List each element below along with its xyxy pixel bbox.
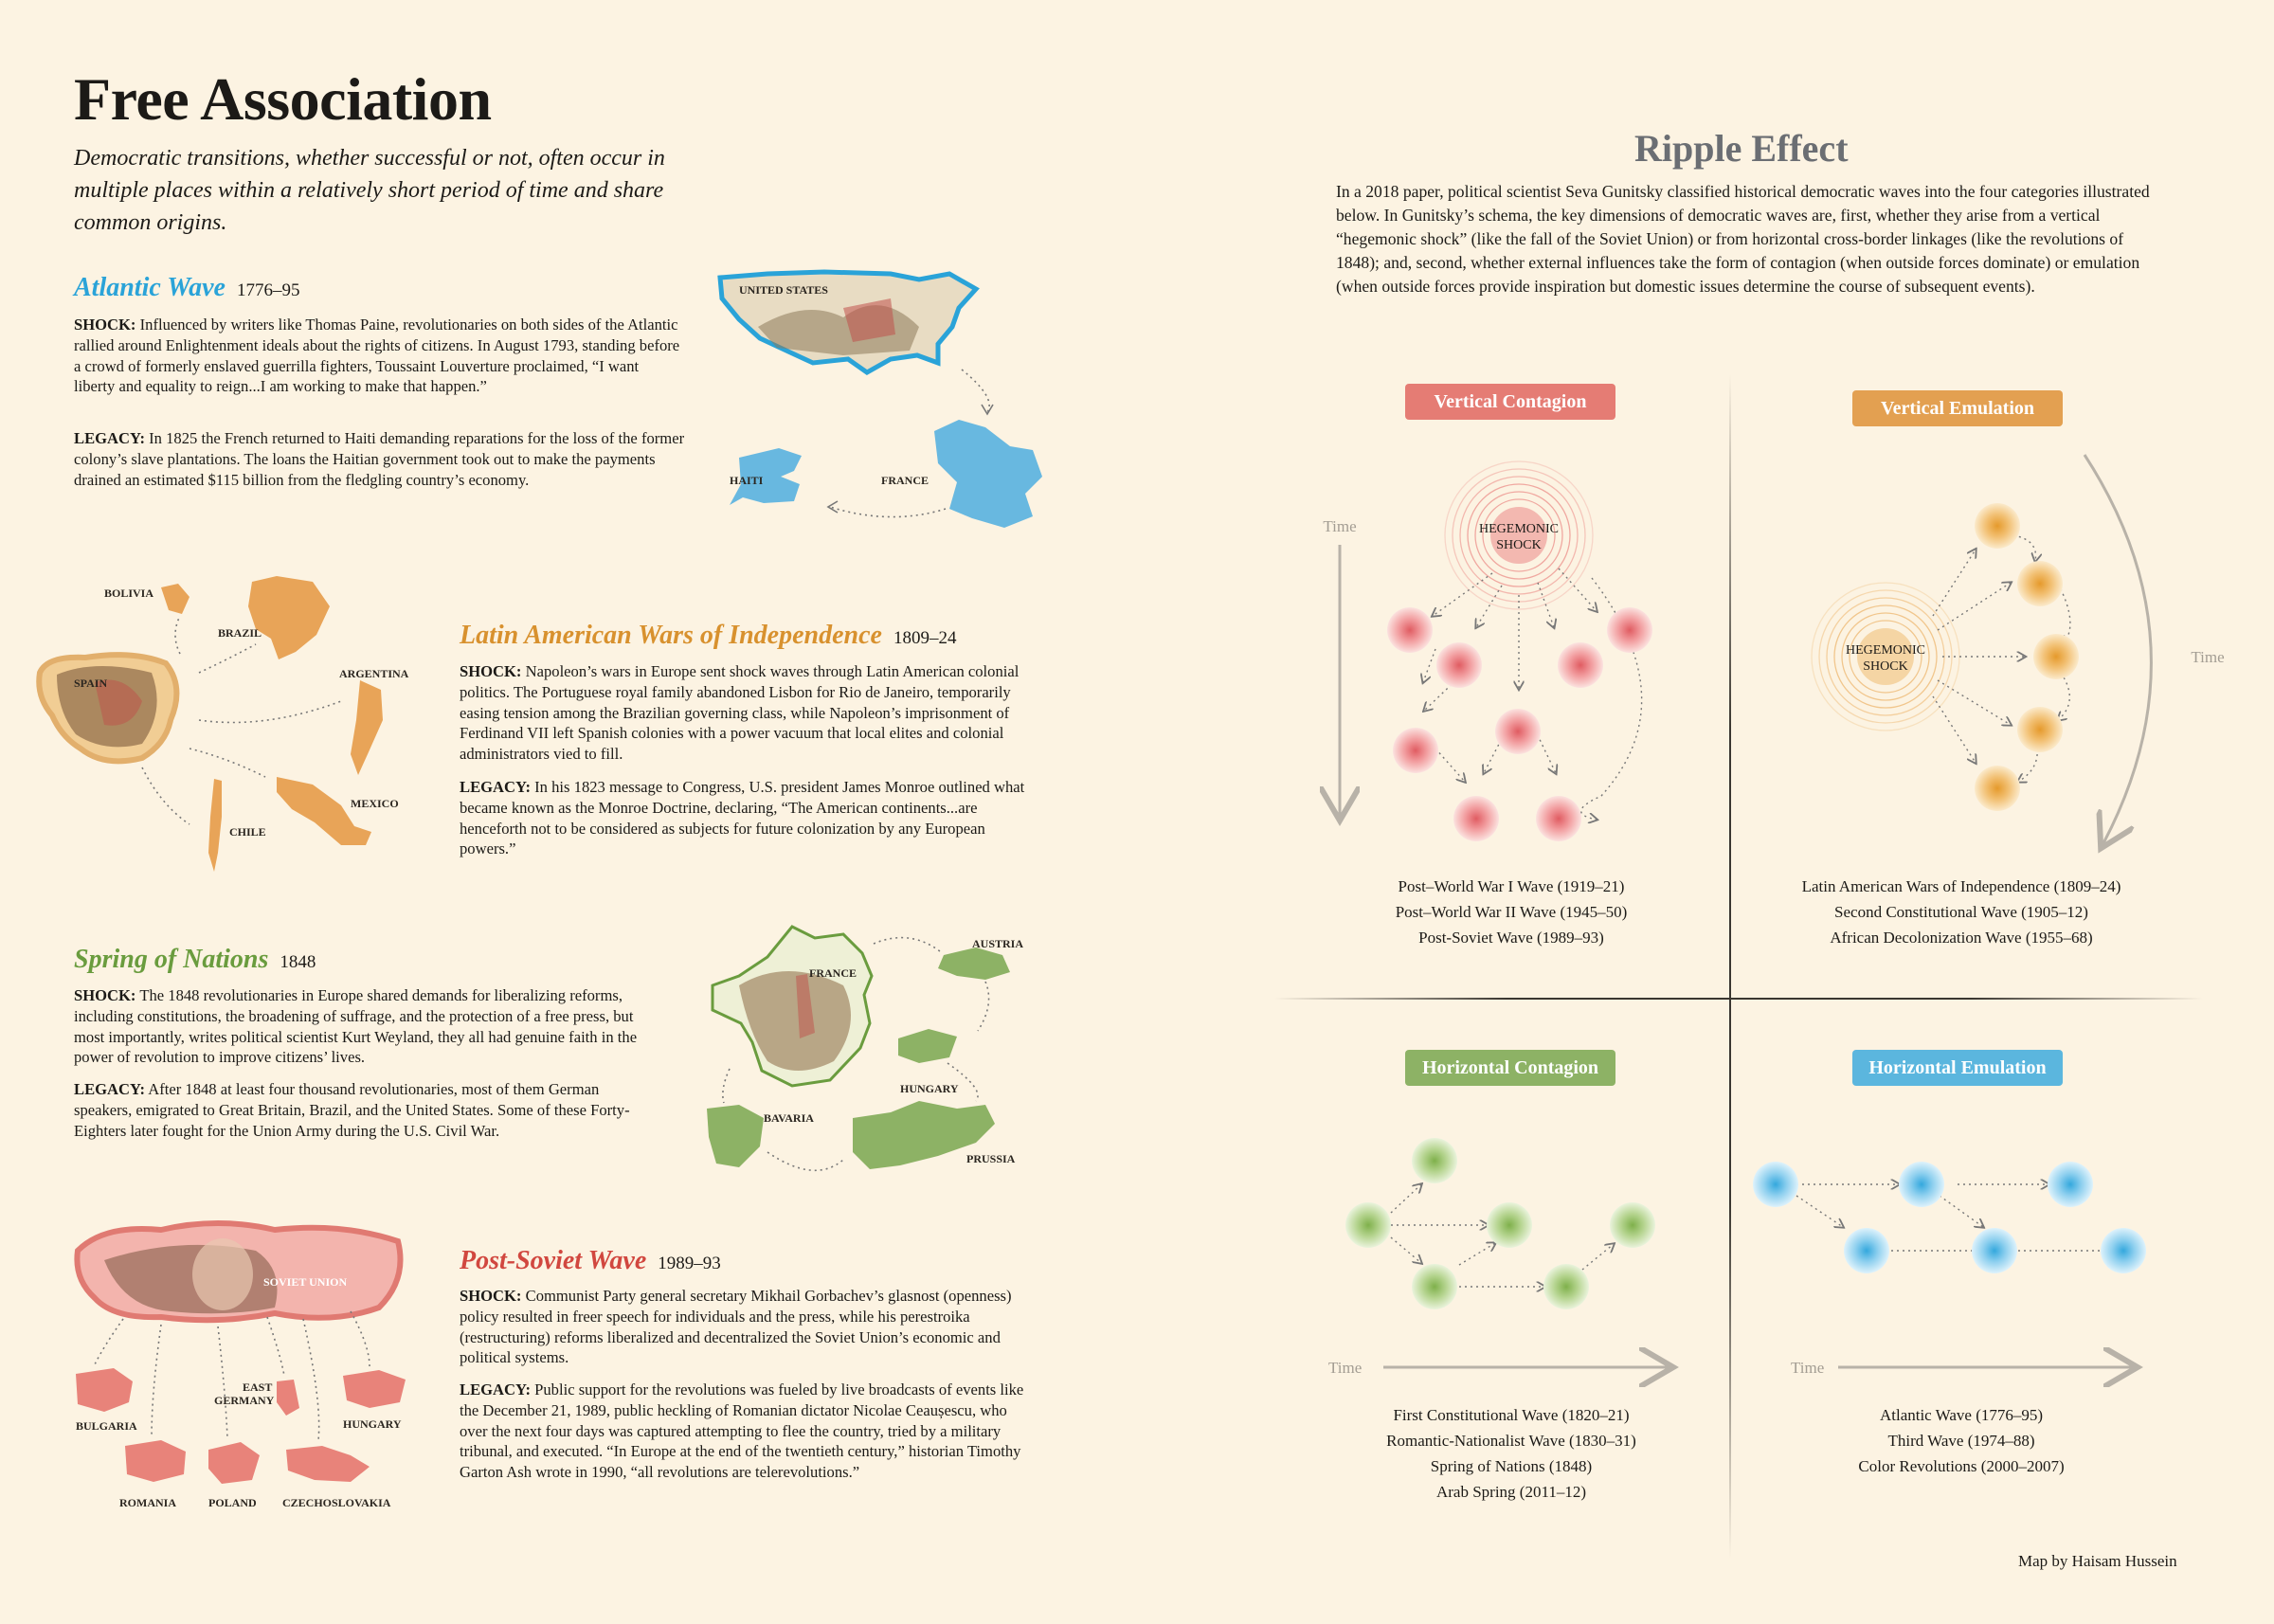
wave-item: Third Wave (1974–88) bbox=[1887, 1432, 2035, 1450]
horizontal-contagion-pill: Horizontal Contagion bbox=[1405, 1050, 1615, 1086]
wave-item: Atlantic Wave (1776–95) bbox=[1879, 1406, 2044, 1424]
wave-item: African Decolonization Wave (1955–68) bbox=[1830, 929, 2093, 947]
spring-of-nations-heading: Spring of Nations 1848 bbox=[74, 945, 316, 974]
vertical-emulation-waves bbox=[1748, 874, 2175, 950]
emulation-node-blue bbox=[2101, 1228, 2146, 1273]
chile-label: CHILE bbox=[229, 825, 266, 839]
france-label: FRANCE bbox=[881, 474, 929, 487]
map-credit: Map by Haisam Hussein bbox=[2018, 1552, 2177, 1570]
atlantic-wave-heading: Atlantic Wave 1776–95 bbox=[74, 273, 300, 302]
emulation-node-blue bbox=[1753, 1162, 1798, 1207]
spring-of-nations-map bbox=[701, 919, 1042, 1203]
contagion-node-green bbox=[1412, 1264, 1457, 1309]
horizontal-contagion-waves bbox=[1308, 1402, 1715, 1505]
austria-label: AUSTRIA bbox=[972, 937, 1024, 950]
romania-map bbox=[125, 1440, 186, 1482]
soviet-union-label: SOVIET UNION bbox=[263, 1275, 348, 1289]
hegemonic-shock-label-1: HEGEMONIC bbox=[1846, 643, 1925, 658]
wave-item: Arab Spring (2011–12) bbox=[1435, 1483, 1586, 1501]
hegemonic-shock-label-2: SHOCK bbox=[1863, 659, 1908, 674]
hungary-label: HUNGARY bbox=[900, 1082, 959, 1095]
post-soviet-shock: SHOCK: Communist Party general secretary Mikhail Gorbachev’s glasnost (openness) policy resulted in freer speech for individuals and the press, while his perestroika (restructuring) reforms liberalized and decentralized the Soviet Union’s economic and political systems. bbox=[460, 1287, 1012, 1367]
wave-item: Post–World War II Wave (1945–50) bbox=[1395, 903, 1628, 921]
time-arrow-curved-right bbox=[2084, 455, 2151, 843]
contagion-node-green bbox=[1345, 1202, 1391, 1248]
emulation-node bbox=[2017, 561, 2063, 606]
latin-america-heading: Latin American Wars of Independence 1809–24 bbox=[460, 621, 957, 650]
vertical-contagion-waves bbox=[1308, 874, 1715, 950]
argentina-label: ARGENTINA bbox=[339, 667, 409, 680]
wave-item: Color Revolutions (2000–2007) bbox=[1858, 1457, 2065, 1475]
time-label: Time bbox=[1328, 1359, 1363, 1377]
contagion-node bbox=[1536, 796, 1581, 841]
ripple-effect-intro: In a 2018 paper, political scientist Seva Gunitsky classified historical democratic waves into the four categories illustrated below. In Gunitsky’s schema, the key dimensions of democratic waves are, first, whether they arise from a vertical “hegemonic shock” (like the fall of the Soviet Union) or from horizontal cross-border linkages (like the revolutions of 1848); and, second, whether external influences take the form of contagion (when outside forces dominate) or emulation (when outside forces provide inspiration but domestic issues determine the course of subsequent events). bbox=[1336, 182, 2150, 296]
wave-item: Romantic-Nationalist Wave (1830–31) bbox=[1386, 1432, 1636, 1450]
brazil-label: BRAZIL bbox=[218, 626, 262, 640]
post-soviet-legacy: LEGACY: Public support for the revolutions was fueled by live broadcasts of events like the December 21, 1989, public heckling of Romanian dictator Nicolae Ceaușescu, who over the next four days was captured attempting to flee the country, tried by a military tribunal, and executed. “In Europe at the end of the twentieth century,” historian Timothy Garton Ash wrote in 1990, “all revolutions are telerevolutions.” bbox=[460, 1380, 1024, 1482]
bavaria-map bbox=[707, 1105, 764, 1167]
wave-item: Post–World War I Wave (1919–21) bbox=[1398, 877, 1625, 895]
contagion-node-green bbox=[1543, 1264, 1589, 1309]
emulation-node bbox=[1975, 503, 2020, 549]
spring-of-nations-legacy: LEGACY: After 1848 at least four thousand revolutionaries, most of them German speakers, emigrated to Great Britain, Brazil, and the United States. Some of these Forty-Eighters later fought for the Union Army during the U.S. Civil War. bbox=[74, 1080, 630, 1140]
latin-america-legacy: LEGACY: In his 1823 message to Congress, U.S. president James Monroe outlined what became known as the Monroe Doctrine, declaring, “The American continents...are henceforth not to be considered as subjects for future colonization by any European powers.” bbox=[460, 778, 1025, 858]
emulation-node bbox=[1975, 766, 2020, 811]
mexico-map bbox=[277, 777, 371, 845]
bavaria-label: BAVARIA bbox=[764, 1111, 814, 1125]
argentina-map bbox=[351, 680, 383, 775]
chile-map bbox=[208, 779, 222, 872]
emulation-node-blue bbox=[1972, 1228, 2017, 1273]
latin-america-shock: SHOCK: Napoleon’s wars in Europe sent shock waves through Latin American colonial politics. The Portuguese royal family abandoned Lisbon for Rio de Janeiro, temporarily easing tension among the Brazilian governing class, while Napoleon’s imprisonment of Ferdinand VII left Spanish colonies with a power vacuum that local elites and colonial administrators vied to fill. bbox=[460, 662, 1020, 764]
atlantic-wave-shock: SHOCK: Influenced by writers like Thomas Paine, revolutionaries on both sides of the Atlantic rallied around Enlightenment ideals about the rights of citizens. In August 1793, standing before a crowd of formerly enslaved guerrilla fighters, Toussaint Louverture proclaimed, “I want liberty and equality to reign...I am working to make that happen.” bbox=[74, 316, 680, 396]
bolivia-map bbox=[161, 584, 190, 614]
emulation-node-blue bbox=[1899, 1162, 1944, 1207]
atlantic-wave-map bbox=[701, 261, 1061, 531]
time-label: Time bbox=[1791, 1359, 1825, 1377]
poland-label: POLAND bbox=[208, 1496, 257, 1509]
east-germany-label-1: EAST bbox=[243, 1380, 273, 1394]
contagion-node bbox=[1436, 642, 1482, 688]
post-soviet-years: 1989–93 bbox=[658, 1254, 721, 1273]
contagion-node bbox=[1495, 709, 1541, 754]
page-title: Free Association bbox=[74, 65, 492, 133]
atlantic-wave-years: 1776–95 bbox=[236, 280, 300, 300]
ripple-effect-title: Ripple Effect bbox=[1634, 127, 1849, 170]
emulation-node-blue bbox=[2048, 1162, 2093, 1207]
contagion-node bbox=[1607, 607, 1652, 653]
poland-map bbox=[208, 1442, 260, 1484]
hegemonic-shock-label-1: HEGEMONIC bbox=[1479, 522, 1559, 536]
bulgaria-label: BULGARIA bbox=[76, 1419, 137, 1433]
france-label: FRANCE bbox=[809, 966, 857, 980]
spain-label: SPAIN bbox=[74, 677, 108, 690]
austria-map bbox=[938, 947, 1010, 980]
us-label: UNITED STATES bbox=[739, 283, 828, 297]
bolivia-label: BOLIVIA bbox=[104, 586, 154, 600]
vertical-emulation-pill: Vertical Emulation bbox=[1852, 390, 2063, 426]
mexico-label: MEXICO bbox=[351, 797, 399, 810]
spring-of-nations-years: 1848 bbox=[280, 952, 316, 972]
atlantic-wave-legacy: LEGACY: In 1825 the French returned to Haiti demanding reparations for the loss of the former colony’s slave plantations. The loans the Haitian government took out to make the payments drained an estimated $115 billion from the fledgling country’s economy. bbox=[74, 429, 685, 489]
emulation-node bbox=[2033, 634, 2079, 679]
contagion-node bbox=[1453, 796, 1499, 841]
vertical-contagion-pill: Vertical Contagion bbox=[1405, 384, 1615, 420]
wave-item: First Constitutional Wave (1820–21) bbox=[1393, 1406, 1630, 1424]
post-soviet-heading: Post-Soviet Wave 1989–93 bbox=[460, 1246, 721, 1275]
hungary-map bbox=[898, 1029, 957, 1063]
contagion-node bbox=[1387, 607, 1433, 653]
france-map bbox=[934, 420, 1042, 528]
contagion-node bbox=[1558, 642, 1603, 688]
spring-of-nations-shock: SHOCK: The 1848 revolutionaries in Europe shared demands for liberalizing reforms, including constitutions, the broadening of suffrage, and the protection of a free press, but most importantly, writes political scientist Kurt Weyland, they all had genuine faith in the power of revolution to improve citizens’ lives. bbox=[74, 986, 638, 1067]
wave-item: Second Constitutional Wave (1905–12) bbox=[1834, 903, 2088, 921]
contagion-node-green bbox=[1412, 1138, 1457, 1183]
post-soviet-map bbox=[66, 1213, 445, 1516]
time-label: Time bbox=[2191, 648, 2225, 666]
romania-label: ROMANIA bbox=[119, 1496, 176, 1509]
vertical-contagion-arrows bbox=[1423, 568, 1642, 820]
emulation-node-blue bbox=[1844, 1228, 1889, 1273]
hungary-map bbox=[343, 1370, 406, 1408]
contagion-node-green bbox=[1610, 1202, 1655, 1248]
emulation-node bbox=[2017, 707, 2063, 752]
horizontal-contagion-diagram bbox=[1328, 1138, 1668, 1377]
prussia-label: PRUSSIA bbox=[966, 1152, 1016, 1165]
time-label: Time bbox=[1323, 517, 1357, 535]
vertical-emulation-diagram bbox=[1812, 455, 2225, 843]
latin-america-years: 1809–24 bbox=[893, 628, 957, 648]
horizontal-emulation-pill: Horizontal Emulation bbox=[1852, 1050, 2063, 1086]
horizontal-emulation-diagram bbox=[1753, 1162, 2146, 1377]
wave-item: Latin American Wars of Independence (1809–24) bbox=[1801, 877, 2121, 895]
hegemonic-shock-label-2: SHOCK bbox=[1496, 538, 1542, 552]
horizontal-emulation-waves bbox=[1748, 1402, 2175, 1479]
haiti-label: HAITI bbox=[730, 474, 764, 487]
east-germany-label-2: GERMANY bbox=[214, 1394, 275, 1407]
latin-america-map bbox=[28, 568, 436, 881]
vertical-contagion-diagram bbox=[1323, 461, 1652, 841]
hungary-label: HUNGARY bbox=[343, 1417, 402, 1431]
contagion-node-green bbox=[1487, 1202, 1532, 1248]
page-subtitle: Democratic transitions, whether successful or not, often occur in multiple places within a relatively short period of time and share common origins. bbox=[74, 146, 665, 235]
wave-item: Spring of Nations (1848) bbox=[1430, 1457, 1593, 1475]
czechoslovakia-map bbox=[286, 1446, 370, 1482]
bulgaria-map bbox=[76, 1368, 133, 1412]
wave-item: Post-Soviet Wave (1989–93) bbox=[1418, 929, 1604, 947]
czechoslovakia-label: CZECHOSLOVAKIA bbox=[282, 1496, 391, 1509]
brazil-map bbox=[248, 576, 330, 659]
east-germany-map bbox=[277, 1380, 299, 1416]
contagion-node bbox=[1393, 728, 1438, 773]
